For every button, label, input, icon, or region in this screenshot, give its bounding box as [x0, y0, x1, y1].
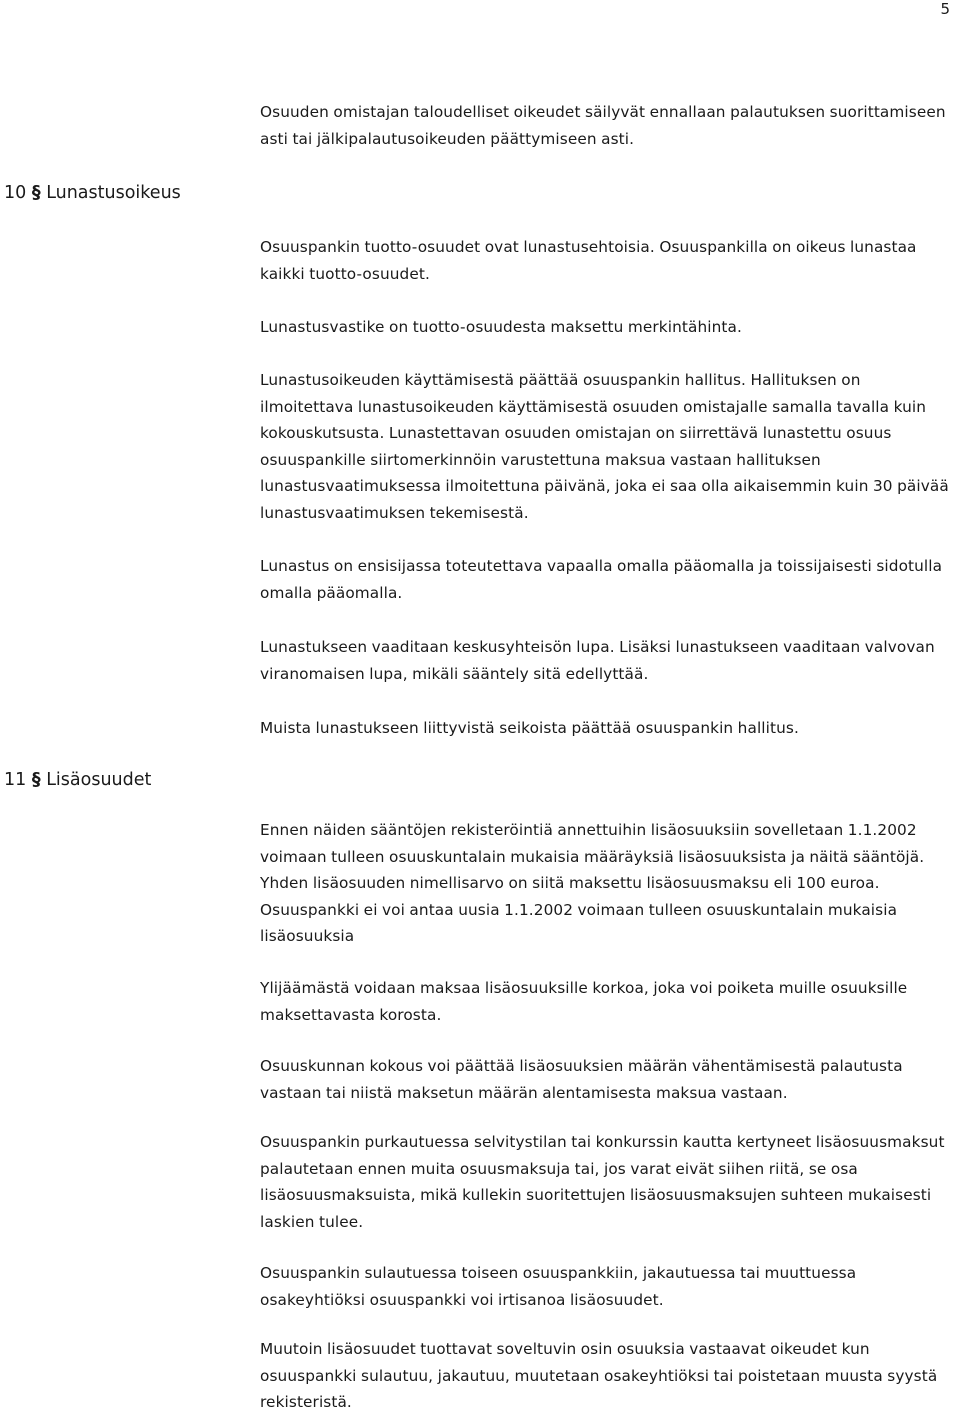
page-number: 5 — [940, 0, 950, 18]
section-11-paragraph-5: Osuuspankin sulautuessa toiseen osuuspankkiin, jakautuessa tai muuttuessa osakeyhtiöksi osuuspankki voi irtisanoa lisäosuudet. — [260, 1264, 857, 1309]
section-title: Lisäosuudet — [46, 770, 152, 790]
intro-paragraph: Osuuden omistajan taloudelliset oikeudet säilyvät ennallaan palautuksen suorittamiseen asti tai jälkipalautusoikeuden päättymiseen asti. — [260, 103, 946, 148]
section-11-paragraph-4: Osuuspankin purkautuessa selvitystilan tai konkurssin kautta kertyneet lisäosuusmaksut palautetaan ennen muita osuusmaksuja tai, jos varat eivät siihen riitä, se osa lisäosuusmaksuista, mikä kullekin suoritettujen lisäosuusmaksujen suhteen mukaisesti laskien tulee. — [260, 1133, 945, 1231]
section-10-paragraph-2: Lunastusvastike on tuotto-osuudesta maksettu merkintähinta. — [260, 318, 742, 336]
section-number: 11 — [4, 770, 27, 790]
section-11-paragraph-6: Muutoin lisäosuudet tuottavat soveltuvin osin osuuksia vastaavat oikeudet kun osuuspankki sulautuu, jakautuu, muutetaan osakeyhtiöksi tai poistetaan muusta syystä rekisteristä. — [260, 1340, 938, 1412]
section-title: Lunastusoikeus — [46, 183, 181, 203]
section-sign: § — [31, 183, 41, 203]
section-10-paragraph-5: Lunastukseen vaaditaan keskusyhteisön lupa. Lisäksi lunastukseen vaaditaan valvovan viranomaisen lupa, mikäli sääntely sitä edellyttää. — [260, 638, 935, 683]
section-10-paragraph-6: Muista lunastukseen liittyvistä seikoista päättää osuuspankin hallitus. — [260, 719, 799, 737]
section-11-paragraph-2: Ylijäämästä voidaan maksaa lisäosuuksille korkoa, joka voi poiketa muille osuuksille maksettavasta korosta. — [260, 979, 908, 1024]
section-sign: § — [31, 770, 41, 790]
section-heading-11 — [4, 767, 151, 793]
section-10-paragraph-1: Osuuspankin tuotto-osuudet ovat lunastusehtoisia. Osuuspankilla on oikeus lunastaa kaikki tuotto-osuudet. — [260, 238, 917, 283]
section-11-paragraph-3: Osuuskunnan kokous voi päättää lisäosuuksien määrän vähentämisestä palautusta vastaan tai niistä maksetun määrän alentamisesta maksua vastaan. — [260, 1057, 903, 1102]
section-11-paragraph-1: Ennen näiden sääntöjen rekisteröintiä annettuihin lisäosuuksiin sovelletaan 1.1.2002 voimaan tulleen osuuskuntalain mukaisia määräyksiä lisäosuuksista ja näitä sääntöjä. Yhden lisäosuuden nimellisarvo on siitä maksettu lisäosuusmaksu eli 100 euroa. Osuuspankki ei voi antaa uusia 1.1.2002 voimaan tulleen osuuskuntalain mukaisia lisäosuuksia — [260, 821, 925, 946]
section-number: 10 — [4, 183, 27, 203]
section-10-paragraph-4: Lunastus on ensisijassa toteutettava vapaalla omalla pääomalla ja toissijaisesti sidotulla omalla pääomalla. — [260, 557, 943, 602]
section-10-paragraph-3: Lunastusoikeuden käyttämisestä päättää osuuspankin hallitus. Hallituksen on ilmoitettava lunastusoikeuden käyttämisestä osuuden omistajalle samalla tavalla kuin kokouskutsusta. Lunastettavan osuuden omistajan on siirrettävä lunastettu osuus osuuspankille siirtomerkinnöin varustettuna maksua vastaan hallituksen lunastusvaatimuksessa ilmoitettuna päivänä, joka ei saa olla aikaisemmin kuin 30 päivää lunastusvaatimuksen tekemisestä. — [260, 371, 949, 522]
section-heading-10 — [4, 180, 181, 206]
